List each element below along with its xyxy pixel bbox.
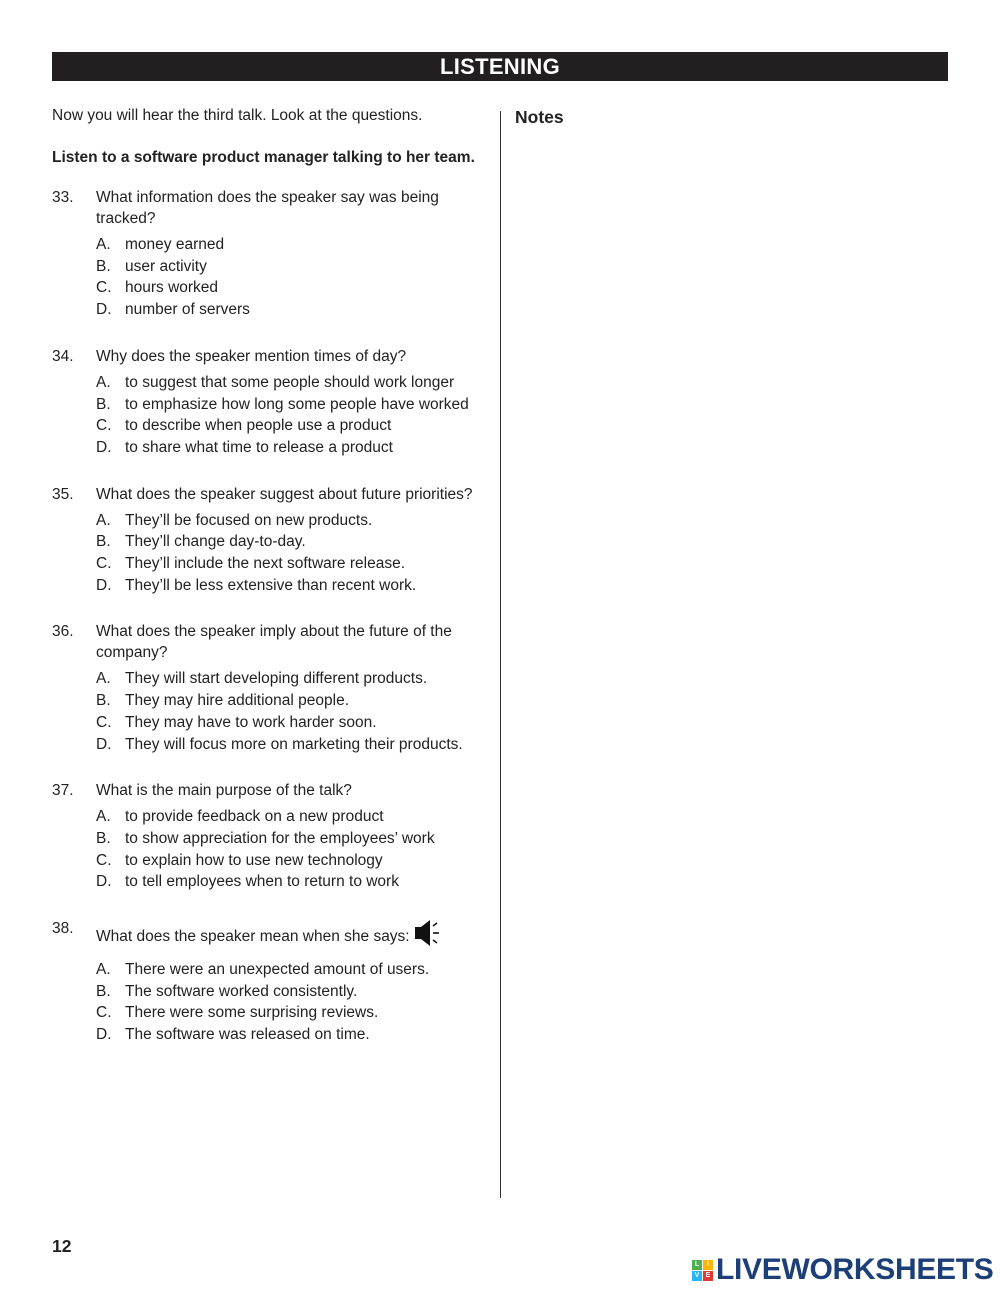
answer-option: [96, 712, 492, 734]
question-text: What is the main purpose of the talk?: [96, 782, 352, 800]
answer-option: [96, 415, 492, 437]
notes-heading: Notes: [515, 107, 564, 127]
question-line: [52, 780, 492, 801]
option-letter: A.: [96, 808, 111, 826]
question-36: [52, 621, 492, 755]
answer-option: [96, 959, 492, 981]
option-letter: D.: [96, 1026, 112, 1044]
option-text: to describe when people use a product: [125, 417, 392, 435]
option-text: They’ll change day-to-day.: [125, 533, 306, 551]
page-number: 12: [52, 1236, 72, 1256]
intro-text: Now you will hear the third talk. Look at the questions.: [52, 107, 423, 124]
option-text: They may have to work harder soon.: [125, 713, 377, 731]
answer-option: [96, 299, 492, 321]
question-number: 37.: [52, 782, 74, 800]
speaker-icon[interactable]: [414, 918, 440, 954]
question-line: [52, 346, 492, 367]
answer-options: [96, 234, 492, 321]
question-text-wrap: [96, 780, 492, 801]
answer-option: [96, 850, 492, 872]
option-letter: A.: [96, 236, 111, 253]
column-divider: [500, 111, 501, 1198]
logo-mark-letter: E: [703, 1271, 713, 1281]
question-number: 35.: [52, 485, 74, 503]
question-number: 33.: [52, 189, 74, 206]
option-letter: A.: [96, 670, 111, 688]
answer-option: [96, 690, 492, 712]
answer-option: [96, 1002, 492, 1024]
question-line: [52, 484, 492, 505]
question-line: [52, 918, 492, 954]
answer-option: [96, 372, 492, 394]
answer-option: [96, 394, 492, 416]
question-35: [52, 484, 492, 597]
question-37: [52, 780, 492, 893]
option-text: money earned: [125, 236, 225, 253]
option-text: They’ll be focused on new products.: [125, 511, 373, 529]
answer-option: [96, 234, 492, 256]
option-letter: C.: [96, 713, 112, 731]
question-line: [52, 187, 492, 229]
option-text: They will start developing different products.: [125, 670, 428, 688]
answer-option: [96, 668, 492, 690]
question-34: [52, 346, 492, 459]
option-text: to emphasize how long some people have worked: [125, 395, 469, 413]
option-letter: B.: [96, 395, 111, 413]
logo-mark-letter: L: [692, 1260, 702, 1270]
answer-option: [96, 1024, 492, 1046]
answer-option: [96, 277, 492, 299]
option-text: hours worked: [125, 279, 219, 297]
logo-text: LIVEWORKSHEETS: [716, 1253, 994, 1286]
answer-option: [96, 437, 492, 459]
question-text-wrap: [96, 484, 492, 505]
answer-option: [96, 575, 492, 597]
liveworksheets-logo: [692, 1253, 994, 1287]
question-list: [52, 187, 492, 1046]
answer-option: [96, 806, 492, 828]
answer-options: [96, 510, 492, 597]
option-text: number of servers: [125, 301, 250, 319]
option-text: user activity: [125, 257, 207, 275]
option-letter: B.: [96, 982, 111, 1000]
question-text: What does the speaker mean when she says:: [96, 928, 410, 946]
answer-option: [96, 734, 492, 756]
questions-column: [52, 106, 492, 1046]
instruction-text: Listen to a software product manager talking to her team.: [52, 149, 475, 166]
answer-option: [96, 510, 492, 532]
option-text: The software worked consistently.: [125, 982, 358, 1000]
option-letter: D.: [96, 576, 112, 594]
answer-options: [96, 668, 492, 755]
question-text-wrap: [96, 187, 492, 229]
question-text: What does the speaker imply about the future of the company?: [96, 623, 452, 662]
answer-options: [96, 806, 492, 893]
option-letter: B.: [96, 829, 111, 847]
option-text: They’ll include the next software release.: [125, 555, 406, 573]
option-letter: A.: [96, 511, 111, 529]
option-text: They’ll be less extensive than recent work.: [125, 576, 417, 594]
option-text: They will focus more on marketing their products.: [125, 735, 463, 753]
answer-option: [96, 828, 492, 850]
option-letter: A.: [96, 373, 111, 391]
option-text: to show appreciation for the employees’ work: [125, 829, 435, 847]
answer-option: [96, 256, 492, 278]
option-letter: C.: [96, 851, 112, 869]
question-number: 38.: [52, 920, 74, 938]
question-33: [52, 187, 492, 321]
option-letter: C.: [96, 1004, 112, 1022]
question-38: [52, 918, 492, 1046]
answer-option: [96, 981, 492, 1003]
option-text: There were some surprising reviews.: [125, 1004, 379, 1022]
question-line: [52, 621, 492, 663]
answer-options: [96, 372, 492, 459]
option-letter: B.: [96, 257, 111, 275]
option-text: They may hire additional people.: [125, 692, 350, 710]
option-letter: C.: [96, 417, 112, 435]
option-letter: D.: [96, 301, 112, 319]
section-banner: LISTENING: [52, 52, 948, 81]
option-letter: B.: [96, 692, 111, 710]
question-text-wrap: [96, 346, 492, 367]
option-text: The software was released on time.: [125, 1026, 370, 1044]
option-letter: D.: [96, 735, 112, 753]
question-text-wrap: [96, 918, 492, 954]
option-letter: A.: [96, 961, 111, 979]
option-letter: C.: [96, 279, 112, 297]
option-text: to provide feedback on a new product: [125, 808, 384, 826]
option-text: There were an unexpected amount of users.: [125, 961, 430, 979]
question-text: Why does the speaker mention times of day?: [96, 347, 407, 365]
option-text: to suggest that some people should work longer: [125, 373, 455, 391]
option-text: to explain how to use new technology: [125, 851, 383, 869]
question-number: 36.: [52, 623, 74, 641]
question-number: 34.: [52, 347, 74, 365]
logo-mark-letter: I: [703, 1260, 713, 1270]
option-letter: C.: [96, 555, 112, 573]
answer-options: [96, 959, 492, 1046]
answer-option: [96, 553, 492, 575]
option-letter: D.: [96, 438, 112, 456]
option-letter: D.: [96, 873, 112, 891]
question-text: What information does the speaker say was being tracked?: [96, 189, 439, 227]
answer-option: [96, 871, 492, 893]
question-text-wrap: [96, 621, 492, 663]
answer-option: [96, 531, 492, 553]
option-letter: B.: [96, 533, 111, 551]
option-text: to share what time to release a product: [125, 438, 393, 456]
logo-mark-letter: V: [692, 1271, 702, 1281]
question-text: What does the speaker suggest about future priorities?: [96, 485, 473, 503]
option-text: to tell employees when to return to work: [125, 873, 399, 891]
logo-mark-icon: [692, 1260, 713, 1281]
